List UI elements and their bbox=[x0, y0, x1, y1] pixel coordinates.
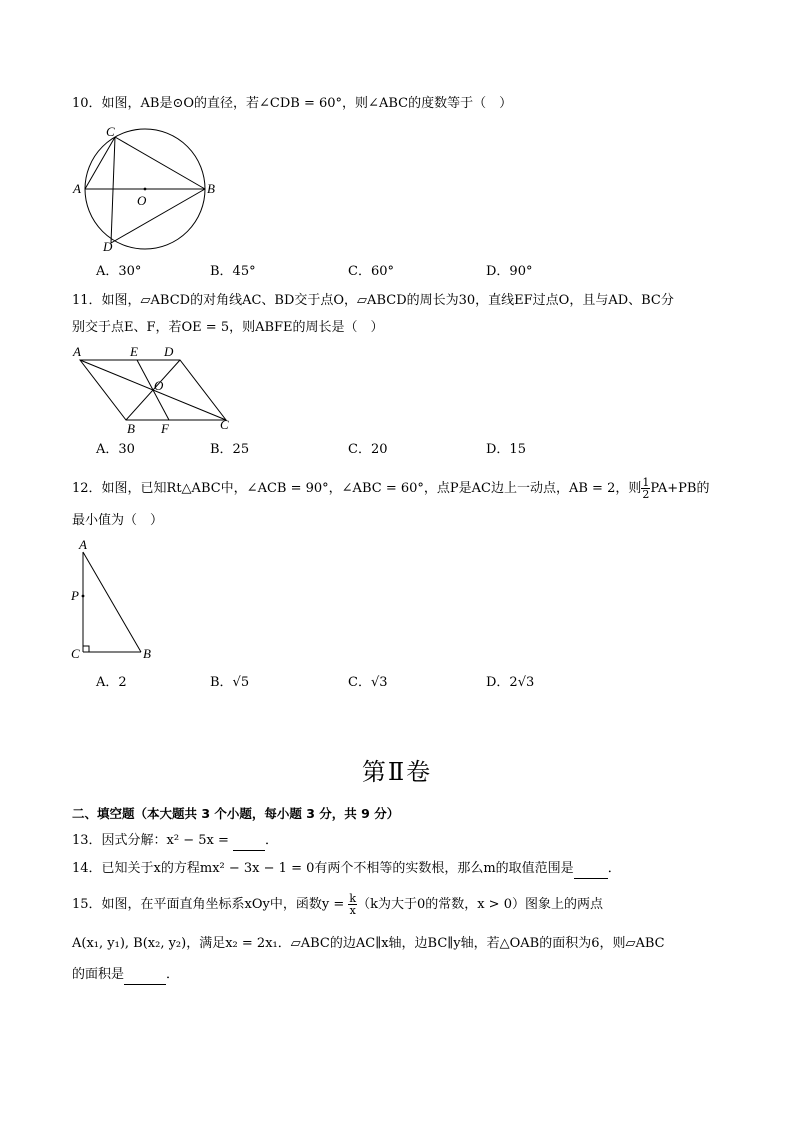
q10-option-d[interactable]: D．90° bbox=[486, 264, 533, 279]
q14-stem: 14．已知关于x的方程mx² − 3x − 1 = 0有两个不相等的实数根，那么m的取值范围是 ． bbox=[72, 860, 621, 879]
q13-answer-blank[interactable] bbox=[233, 832, 265, 851]
q12-option-d[interactable]: D．2√3 bbox=[486, 675, 535, 690]
q12-stem-line2: 最小值为（ ） bbox=[72, 513, 164, 528]
q12-option-c[interactable]: C．√3 bbox=[348, 675, 388, 690]
q10-option-b[interactable]: B．45° bbox=[210, 264, 256, 279]
section-heading: 二、填空题（本大题共 3 个小题，每小题 3 分，共 9 分） bbox=[72, 806, 400, 821]
q10-stem: 10．如图，AB是⊙O的直径，若∠CDB = 60°，则∠ABC的度数等于（ ） bbox=[72, 96, 513, 111]
q12-fraction: $\frac{1}{2}$ bbox=[642, 476, 650, 501]
q14-answer-blank[interactable] bbox=[574, 860, 608, 879]
q11-stem-line2: 别交于点E、F，若OE = 5，则ABFE的周长是（ ） bbox=[72, 320, 384, 335]
section-title: 第Ⅱ卷 bbox=[361, 758, 433, 786]
q11-label-e: E bbox=[130, 344, 138, 359]
q12-option-b[interactable]: B．√5 bbox=[210, 675, 250, 690]
q12-stem-line1: 12．如图，已知Rt△ABC中，∠ACB = 90°，∠ABC = 60°，点P是AC边上一动点，AB = 2，则 $\frac{1}{2}$ PA+PB的 bbox=[72, 476, 710, 501]
q10-option-a[interactable]: A．30° bbox=[96, 264, 142, 279]
q15-stem-line3: 的面积是 ． bbox=[72, 966, 179, 985]
q11-label-a: A bbox=[73, 344, 81, 359]
q10-label-b: B bbox=[207, 181, 215, 196]
q11-label-d: D bbox=[164, 344, 174, 359]
q11-option-b[interactable]: B．25 bbox=[210, 442, 250, 457]
q11-label-f: F bbox=[161, 421, 169, 436]
q15-answer-blank[interactable] bbox=[124, 966, 166, 985]
q10-label-a: A bbox=[73, 181, 81, 196]
q15-stem-line2: A(x₁, y₁), B(x₂, y₂)，满足x₂ = 2x₁．▱ABC的边AC∥x轴，边BC∥y轴，若△OAB的面积为6，则▱ABC bbox=[72, 936, 665, 951]
q11-option-a[interactable]: A．30 bbox=[96, 442, 135, 457]
q13-stem: 13．因式分解：x² − 5x = ． bbox=[72, 832, 278, 851]
q11-label-c: C bbox=[220, 417, 229, 432]
q11-stem-line1: 11．如图，▱ABCD的对角线AC、BD交于点O，▱ABCD的周长为30，直线EF过点O，且与AD、BC分 bbox=[72, 293, 674, 308]
q11-label-o: O bbox=[154, 378, 164, 393]
q10-label-d: D bbox=[103, 239, 113, 254]
q11-option-c[interactable]: C．20 bbox=[348, 442, 388, 457]
q10-option-c[interactable]: C．60° bbox=[348, 264, 394, 279]
q12-label-a: A bbox=[79, 538, 87, 552]
q12-label-b: B bbox=[143, 646, 151, 661]
q11-parallelogram-figure bbox=[70, 344, 240, 436]
q12-label-p: P bbox=[71, 588, 79, 603]
q12-option-a[interactable]: A．2 bbox=[96, 675, 127, 690]
q10-label-o: O bbox=[137, 193, 147, 208]
q10-circle-figure bbox=[70, 124, 230, 256]
q11-option-d[interactable]: D．15 bbox=[486, 442, 526, 457]
q15-fraction: $\frac{k}{x}$ bbox=[349, 892, 357, 917]
q12-triangle-figure bbox=[68, 538, 168, 664]
q11-label-b: B bbox=[127, 421, 135, 436]
q10-label-c: C bbox=[106, 124, 115, 139]
q15-stem-line1: 15．如图，在平面直角坐标系xOy中，函数y = $\frac{k}{x}$ （k为大于0的常数，x > 0）图象上的两点 bbox=[72, 892, 603, 917]
q12-label-c: C bbox=[71, 646, 80, 661]
